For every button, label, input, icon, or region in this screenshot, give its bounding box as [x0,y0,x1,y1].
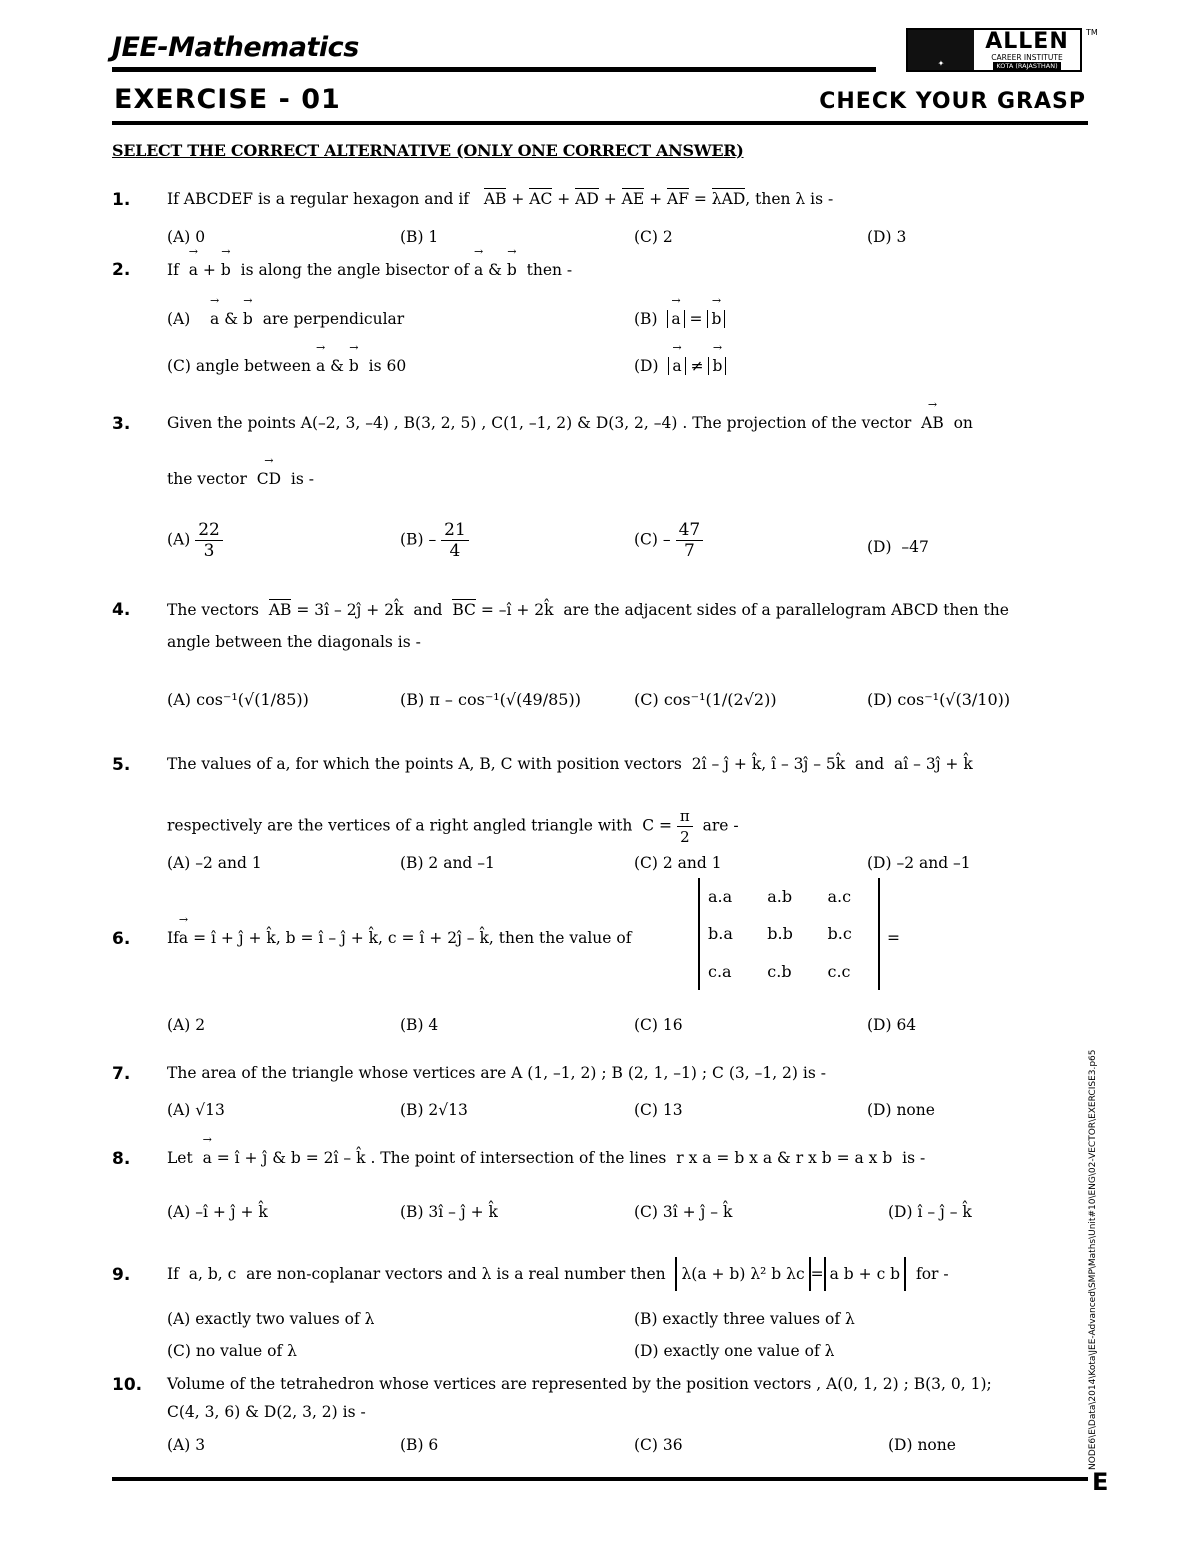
question-number: 1. [112,190,131,210]
option-c: (C) – $\frac{47}{7}$ [634,520,703,561]
option-b: (B) exactly three values of λ [634,1310,855,1328]
option-c: (C) 36 [634,1436,683,1454]
option-c: (C) angle between → a & → b is 60 [167,355,406,377]
question-8-text: Let → a = î + ĵ & b = 2î – k̂ . The point of intersection of the lines r x a = b x a & r x b = a x b is - [167,1147,925,1169]
option-d: (D) –47 [867,538,929,556]
question-10-text-cont: C(4, 3, 6) & D(2, 3, 2) is - [167,1403,366,1421]
title-rule [112,121,1088,125]
allen-logo [906,28,1082,72]
option-b: (B) 6 [400,1436,439,1454]
option-a: (A) cos⁻¹(√(1/85)) [167,690,309,709]
question-number: 2. [112,260,131,280]
option-a: (A) 0 [167,228,206,246]
option-b: (B) – $\frac{21}{4}$ [400,520,469,561]
option-a: (A) 3 [167,1436,206,1454]
question-2-text: If → a + → b is along the angle bisector of → a & → b then - [167,259,572,281]
option-b: (B) 3î – ĵ + k̂ [400,1203,498,1221]
determinant-equals: = [887,929,900,947]
det-cell: c.b [767,961,792,981]
option-d: (D) cos⁻¹(√(3/10)) [867,690,1011,709]
header-rule [112,67,876,72]
option-c: (C) 3î + ĵ – k̂ [634,1203,733,1221]
question-number: 10. [112,1375,143,1395]
det-cell: c.a [708,961,732,981]
option-d: (D) → a ≠ → b [634,355,726,377]
subject-title: JEE-Mathematics [112,32,359,63]
footer-rule [112,1477,1088,1481]
exercise-title: EXERCISE - 01 [114,84,341,115]
option-d: (D) î – ĵ – k̂ [888,1203,972,1221]
logo-emblem-icon: ✦ [908,30,974,70]
determinant [698,878,880,990]
file-path: NODE6\E\Data\2014\Kota\JEE-Advanced\SMP\Maths\Unit#10\ENG\02-VECTOR\EXERCISE3.p65 [1088,1049,1098,1470]
question-number: 5. [112,755,131,775]
question-7-text: The area of the triangle whose vertices are A (1, –1, 2) ; B (2, 1, –1) ; C (3, –1, 2) is - [167,1064,826,1082]
option-b: (B) 4 [400,1016,439,1034]
option-d: (D) none [888,1436,956,1454]
option-d: (D) none [867,1101,935,1119]
question-6-text: If→ a = î + ĵ + k̂, b = î – ĵ + k̂, c = î + 2ĵ – k̂, then the value of [167,927,631,949]
question-number: 9. [112,1265,131,1285]
option-a: (A) → a & → b are perpendicular [167,308,404,330]
option-b: (B) 2 and –1 [400,854,495,872]
question-3-text-cont: the vector → CD is - [167,468,314,490]
option-d: (D) 64 [867,1016,917,1034]
logo-name: ALLEN [985,28,1069,54]
question-number: 3. [112,414,131,434]
option-c: (C) no value of λ [167,1342,297,1360]
option-b: (B) 2√13 [400,1101,468,1119]
question-number: 7. [112,1064,131,1084]
question-4-text-cont: angle between the diagonals is - [167,633,421,651]
det-cell: a.c [827,887,852,907]
question-number: 6. [112,929,131,949]
logo-sub1: CAREER INSTITUTE [991,52,1063,62]
option-a: (A) 2 [167,1016,206,1034]
question-3-text: Given the points A(–2, 3, –4) , B(3, 2, 5) , C(1, –1, 2) & D(3, 2, –4) . The projection of the vector → AB on [167,412,973,434]
option-a: (A) √13 [167,1101,225,1119]
det-cell: a.a [708,887,733,907]
question-number: 8. [112,1149,131,1169]
det-cell: b.b [767,924,793,944]
det-cell: a.b [767,887,793,907]
question-4-text: The vectors AB = 3î – 2ĵ + 2k̂ and BC = –î + 2k̂ are the adjacent sides of a parallelogram ABCD then the [167,601,1009,619]
option-b: (B) 1 [400,228,439,246]
option-c: (C) 2 and 1 [634,854,722,872]
option-a: (A) $\frac{22}{3}$ [167,520,223,561]
question-9-text: If a, b, c are non-coplanar vectors and λ is a real number then λ(a + b) λ² b λc = a b + c b for - [167,1263,949,1285]
trademark: TM [1086,28,1098,37]
option-d: (D) –2 and –1 [867,854,971,872]
option-a: (A) –2 and 1 [167,854,262,872]
option-c: (C) 2 [634,228,673,246]
question-10-text: Volume of the tetrahedron whose vertices are represented by the position vectors , A(0, 1, 2) ; B(3, 0, 1); [167,1375,992,1393]
option-c: (C) 13 [634,1101,683,1119]
question-5-text-cont: respectively are the vertices of a right angled triangle with C = $\frac{\pi}{2}$ are - [167,807,739,846]
question-1-text: If ABCDEF is a regular hexagon and if AB + AC + AD + AE + AF = λAD, then λ is - [167,190,834,208]
option-b: (B) → a = → b [634,308,725,330]
option-c: (C) cos⁻¹(1/(2√2)) [634,690,777,709]
check-your-grasp: CHECK YOUR GRASP [819,89,1086,114]
instruction: SELECT THE CORRECT ALTERNATIVE (ONLY ONE CORRECT ANSWER) [112,141,744,160]
page-letter: E [1092,1468,1109,1496]
option-b: (B) π – cos⁻¹(√(49/85)) [400,690,581,709]
option-c: (C) 16 [634,1016,683,1034]
det-cell: c.c [827,961,851,981]
det-cell: b.c [827,924,852,944]
option-a: (A) –î + ĵ + k̂ [167,1203,268,1221]
det-cell: b.a [708,924,733,944]
option-a: (A) exactly two values of λ [167,1310,375,1328]
option-d: (D) exactly one value of λ [634,1342,835,1360]
logo-sub2: KOTA (RAJASTHAN) [993,62,1060,70]
question-5-text: The values of a, for which the points A, B, C with position vectors 2î – ĵ + k̂, î – 3ĵ – 5k̂ and aî – 3ĵ + k̂ [167,755,973,773]
question-number: 4. [112,600,131,620]
option-d: (D) 3 [867,228,907,246]
